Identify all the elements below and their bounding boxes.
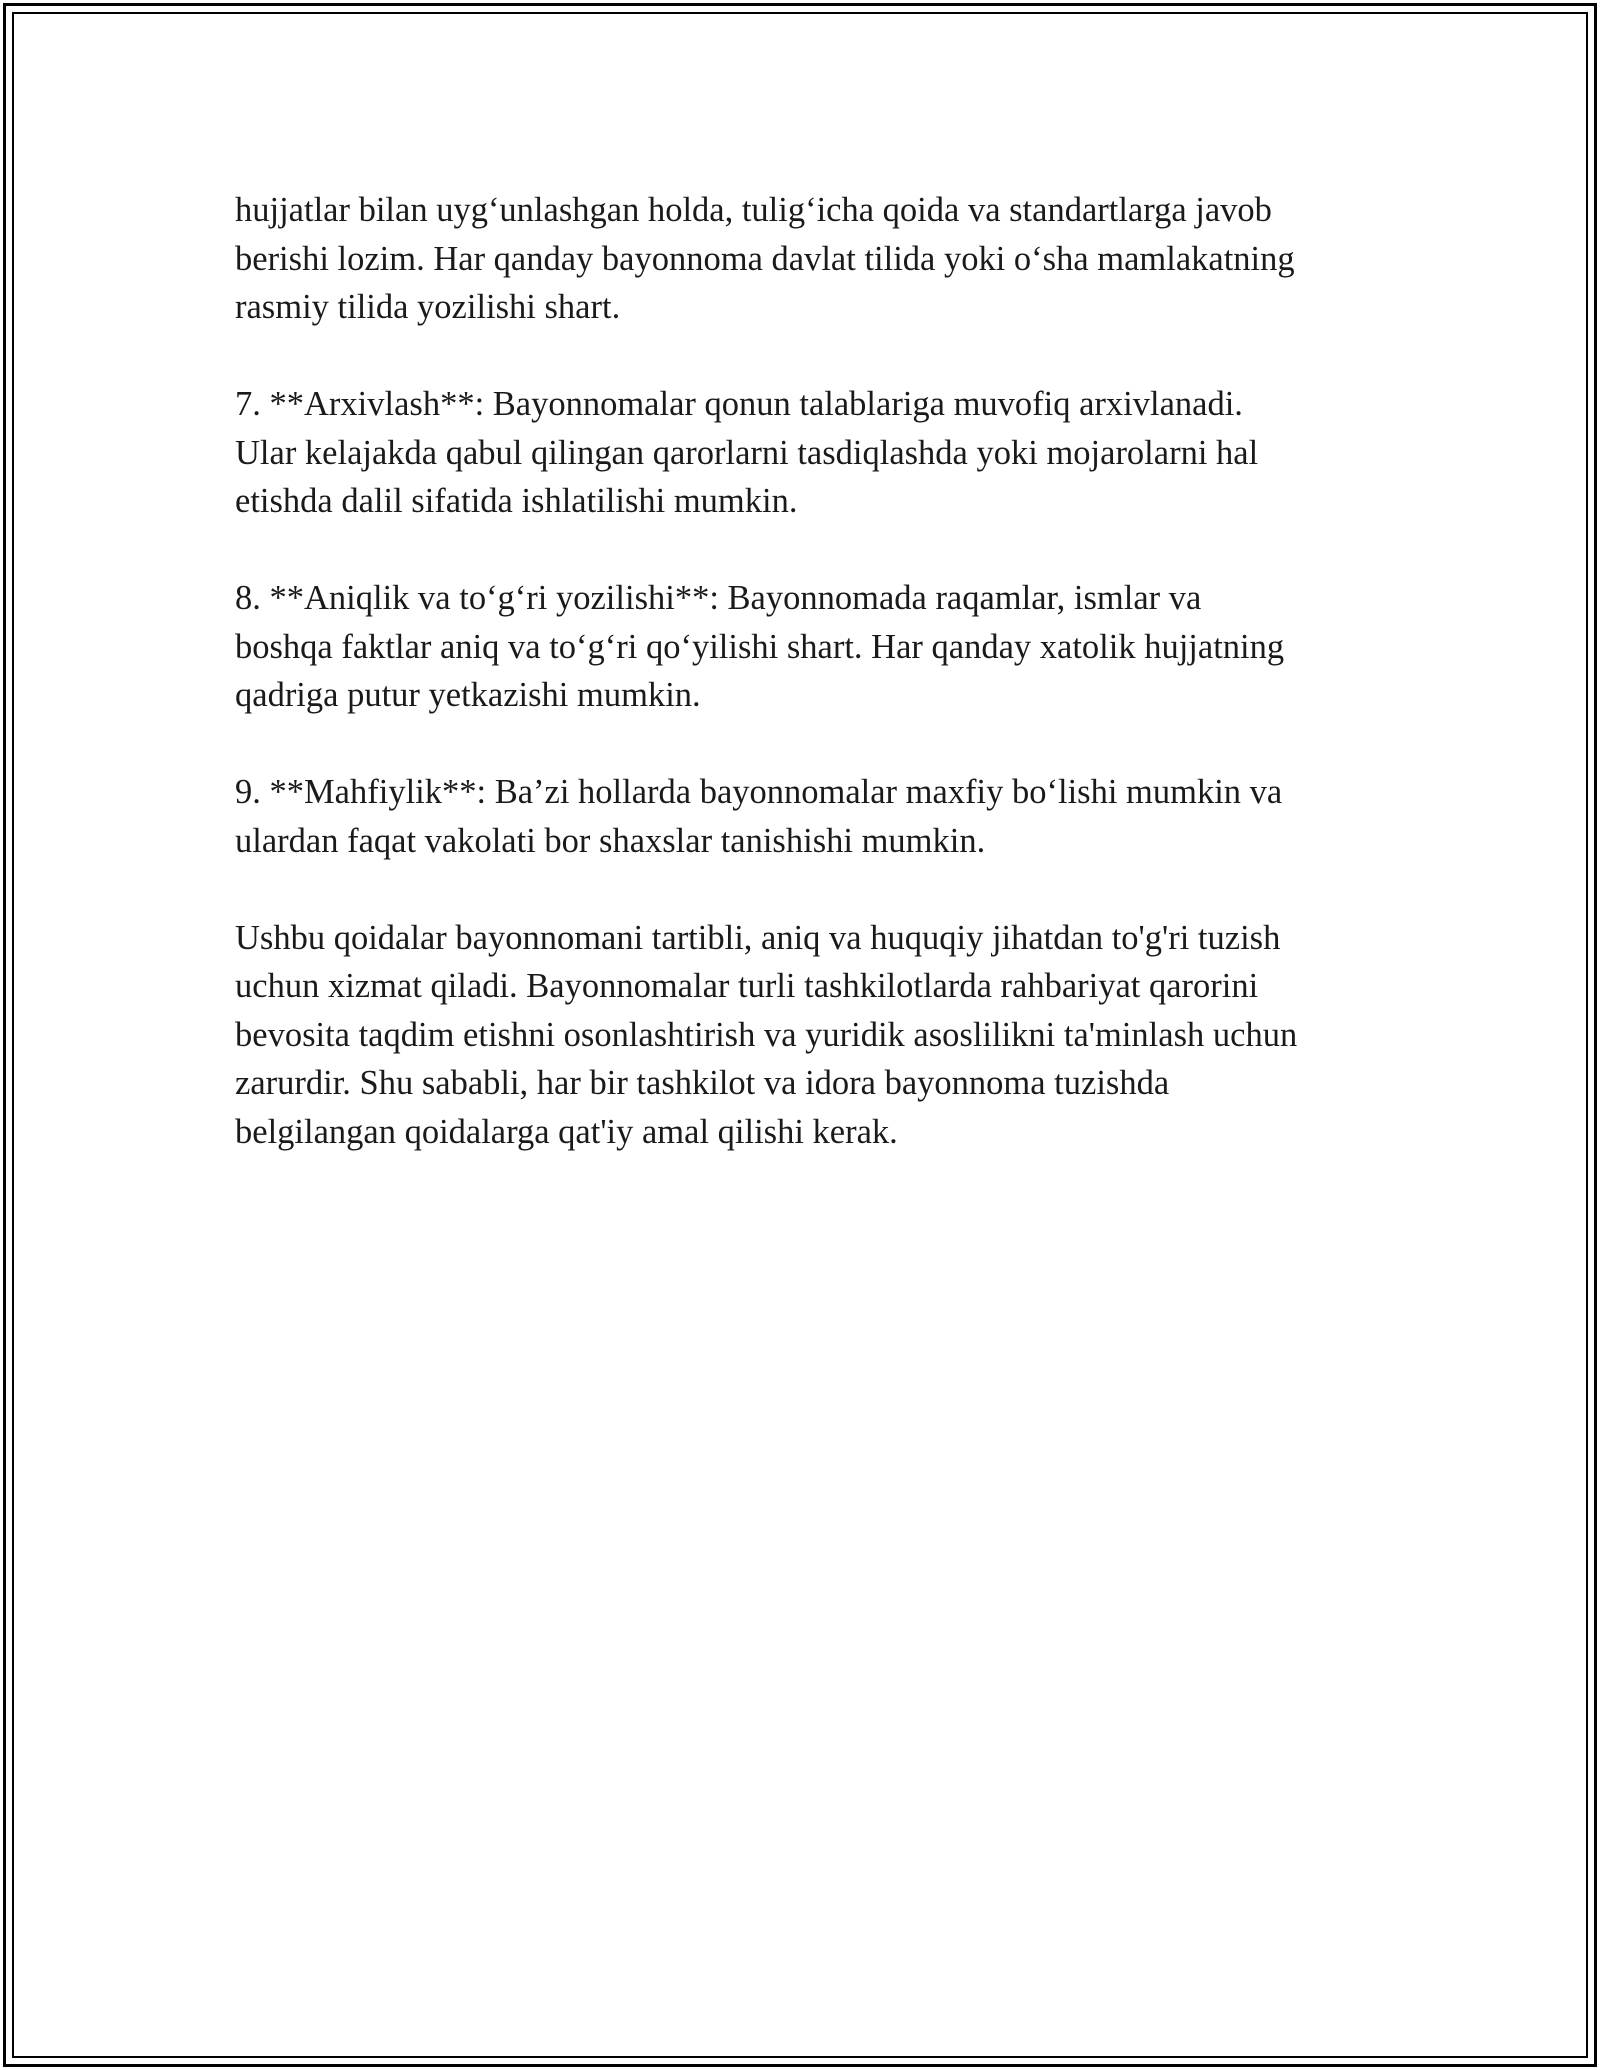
text-line: 9. **Mahfiylik**: Ba’zi hollarda bayonnomalar maxfiy bo‘lishi mumkin va — [235, 773, 1283, 811]
paragraph-item-7 — [235, 380, 1395, 526]
text-line: belgilangan qoidalarga qat'iy amal qilishi kerak. — [235, 1112, 898, 1151]
document-body — [235, 186, 1395, 1205]
text-line: 7. **Arxivlash**: Bayonnomalar qonun talablariga muvofiq arxivlanadi. — [235, 385, 1243, 423]
text-line: zarurdir. Shu sababli, har bir tashkilot va idora bayonnoma tuzishda — [235, 1064, 1170, 1102]
text-line: qadriga putur yetkazishi mumkin. — [235, 676, 701, 714]
paragraph-item-8 — [235, 574, 1395, 720]
text-line: Ushbu qoidalar bayonnomani tartibli, aniq va huquqiy jihatdan to'g'ri tuzish — [235, 918, 1281, 957]
paragraph-conclusion — [235, 914, 1395, 1157]
text-line: ulardan faqat vakolati bor shaxslar tanishishi mumkin. — [235, 821, 986, 860]
paragraph-intro — [235, 186, 1395, 332]
text-line: etishda dalil sifatida ishlatilishi mumkin. — [235, 482, 798, 520]
text-line: Ular kelajakda qabul qilingan qarorlarni tasdiqlashda yoki mojarolarni hal — [235, 433, 1259, 472]
text-line: berishi lozim. Har qanday bayonnoma davlat tilida yoki o‘sha mamlakatning — [235, 239, 1295, 278]
text-line: boshqa faktlar aniq va to‘g‘ri qo‘yilishi shart. Har qanday xatolik hujjatning — [235, 627, 1285, 666]
text-line: hujjatlar bilan uyg‘unlashgan holda, tulig‘icha qoida va standartlarga javob — [235, 191, 1272, 229]
text-line: rasmiy tilida yozilishi shart. — [235, 288, 621, 326]
text-line: bevosita taqdim etishni osonlashtirish va yuridik asoslilikni ta'minlash uchun — [235, 1015, 1298, 1054]
paragraph-item-9 — [235, 768, 1395, 865]
text-line: uchun xizmat qiladi. Bayonnomalar turli tashkilotlarda rahbariyat qarorini — [235, 967, 1259, 1005]
text-line: 8. **Aniqlik va to‘g‘ri yozilishi**: Bayonnomada raqamlar, ismlar va — [235, 579, 1202, 617]
